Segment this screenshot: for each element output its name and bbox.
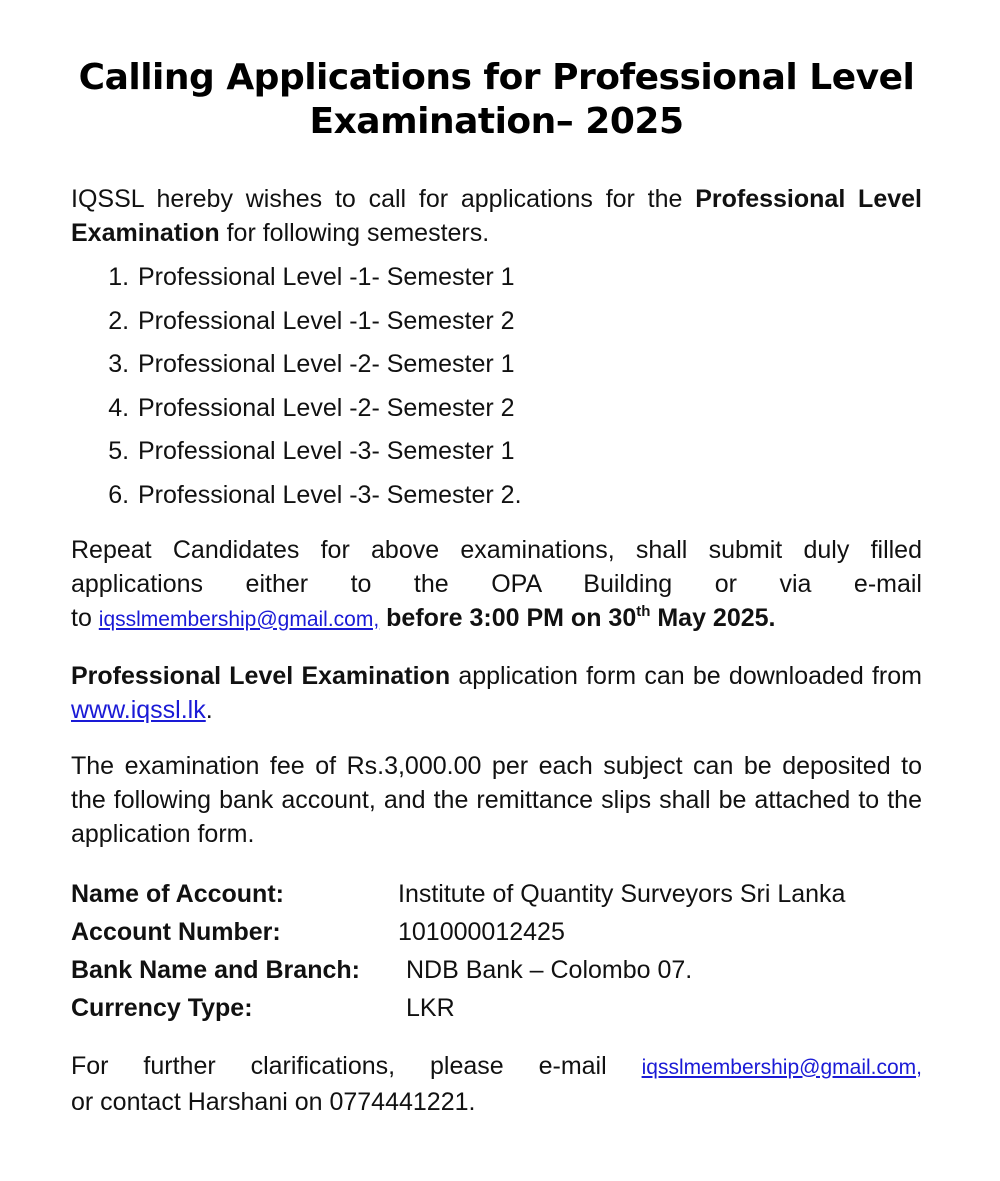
page-title: Calling Applications for Professional Level Examination– 2025 [78, 57, 915, 142]
semester-item: 5. Professional Level -3- Semester 1 [136, 434, 922, 468]
semester-item: 6. Professional Level -3- Semester 2. [136, 478, 922, 512]
semester-item: 3. Professional Level -2- Semester 1 [136, 347, 922, 381]
account-number-row [71, 913, 922, 951]
repeat-line-2: applications either to the OPA Building or via e-mail [71, 569, 922, 598]
website-link[interactable]: www.iqssl.lk [71, 695, 206, 724]
deadline-text [379, 604, 775, 632]
intro-bold-text: Professional Level Examination [71, 185, 922, 247]
bank-account-details [71, 875, 922, 1027]
intro-text-end: for following semesters. [219, 219, 490, 247]
download-bold-text: Professional Level Examination [71, 661, 451, 690]
further-clarifications-paragraph [71, 1049, 922, 1119]
fee-paragraph: The examination fee of Rs.3,000.00 per each subject can be deposited to the following bank account, and the remittance slips shall be attached to the application form. [71, 751, 922, 848]
bank-branch-row [71, 951, 922, 989]
semester-item: 2. Professional Level -1- Semester 2 [136, 304, 922, 338]
currency-label: Currency Type: [71, 993, 253, 1022]
further-line-1 [71, 1049, 922, 1085]
account-name-value: Institute of Quantity Surveyors Sri Lanka [398, 879, 846, 908]
currency-value: LKR [406, 993, 455, 1022]
further-line-2: or contact Harshani on 0774441221. [71, 1087, 476, 1116]
bank-branch-value: NDB Bank – Colombo 07. [406, 955, 693, 984]
bank-branch-label: Bank Name and Branch: [71, 955, 360, 984]
intro-text: IQSSL hereby wishes to call for applications for the [71, 185, 696, 213]
download-end: . [205, 695, 213, 724]
currency-row [71, 989, 922, 1027]
repeat-line-3 [71, 601, 922, 637]
account-name-label: Name of Account: [71, 879, 284, 908]
membership-email-link[interactable]: iqsslmembership@gmail.com, [98, 607, 380, 631]
repeat-to-text: to [71, 603, 99, 632]
account-number-label: Account Number: [71, 917, 281, 946]
account-number-value: 101000012425 [398, 917, 565, 946]
repeat-line-1: Repeat Candidates for above examinations, shall submit duly filled [71, 535, 922, 564]
download-text: application form can be downloaded from [450, 661, 922, 690]
semester-item: 4. Professional Level -2- Semester 2 [136, 391, 922, 425]
deadline-date: before 3:00 PM on 30 [379, 603, 637, 632]
download-paragraph [71, 659, 922, 727]
semester-list [71, 260, 922, 512]
account-name-row [71, 875, 922, 913]
clarification-email-link[interactable]: iqsslmembership@gmail.com, [641, 1055, 922, 1079]
semester-item: 1. Professional Level -1- Semester 1 [136, 260, 922, 294]
further-text: For further clarifications, please e-mail [71, 1051, 642, 1080]
deadline-superscript: th [636, 602, 651, 620]
repeat-candidates-paragraph [71, 533, 922, 637]
intro-paragraph [71, 182, 922, 250]
deadline-month: May 2025. [650, 603, 776, 632]
